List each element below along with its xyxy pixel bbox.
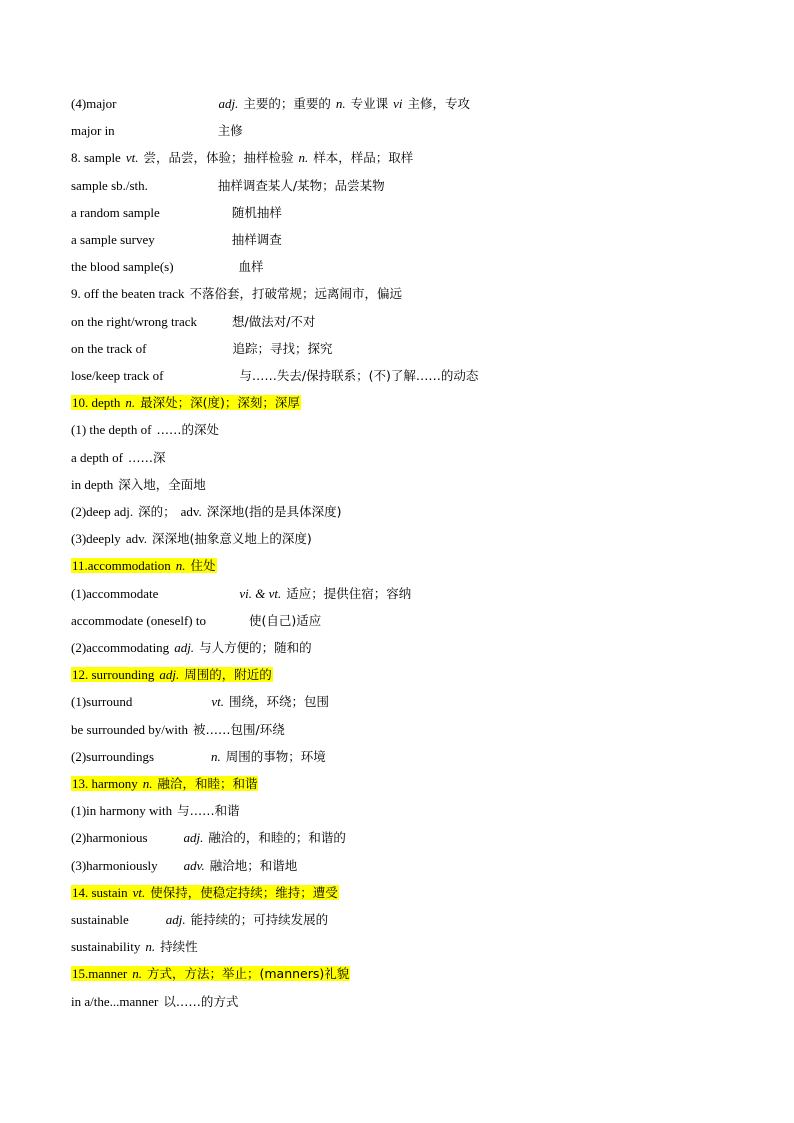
term-text: (2)surroundings — [71, 748, 155, 764]
phrase-in-depth — [71, 474, 206, 496]
entry-13-harmony — [71, 773, 258, 795]
translation-text: ……深 — [127, 449, 166, 465]
line-content — [71, 150, 413, 165]
translation-text: 周围的，附近的 — [184, 667, 272, 683]
part-of-speech: vi — [393, 96, 403, 111]
entry-10-depth — [71, 392, 301, 414]
term-text: (2)deep adj. — [71, 504, 134, 519]
phrase-accommodate-oneself-to — [71, 610, 321, 632]
phrase-deeply — [71, 528, 312, 550]
translation-text: 深深地(指的是具体深度) — [206, 504, 342, 519]
term-text: 9. off the beaten track — [71, 286, 185, 302]
translation-text: 使保持，使稳定持续；维持；遭受 — [150, 884, 338, 900]
translation-text: 随机抽样 — [231, 204, 282, 220]
term-text: on the right/wrong track — [71, 313, 197, 329]
entry-12-surrounding — [71, 664, 273, 686]
translation-text: 能持续的；可持续发展的 — [190, 912, 329, 927]
part-of-speech: adj. — [165, 912, 186, 927]
term-text: (1)accommodate — [71, 585, 159, 601]
translation-text: 与……失去/保持联系；(不)了解……的动态 — [239, 368, 479, 383]
term-text: (1)in harmony with — [71, 803, 173, 819]
term-text: 13. harmony — [72, 776, 138, 791]
line-content — [71, 858, 297, 873]
part-of-speech: vt. — [132, 884, 146, 900]
translation-text: 融洽，和睦；和谐 — [157, 776, 258, 791]
phrase-the-blood-samples — [71, 256, 264, 278]
phrase-a-random-sample — [71, 202, 282, 224]
translation-text: 追踪；寻找；探究 — [232, 340, 333, 356]
line-content — [71, 694, 329, 709]
term-text: be surrounded by/with — [71, 721, 188, 737]
term-text: in a/the...manner — [71, 993, 159, 1009]
part-of-speech: adj. — [174, 640, 195, 655]
part-of-speech: vt. — [125, 150, 139, 166]
term-text: major in — [71, 123, 115, 139]
phrase-accommodating — [71, 637, 312, 659]
phrase-surround — [71, 691, 329, 713]
phrase-be-surrounded-by-with — [71, 719, 285, 741]
translation-text: 深入地，全面地 — [118, 476, 206, 492]
translation-text: 深深地(抽象意义地上的深度) — [152, 531, 312, 547]
term-text: (1) the depth of — [71, 422, 152, 438]
phrase-on-the-track-of — [71, 338, 332, 360]
translation-text: 抽样调查某人/某物；品尝某物 — [217, 177, 385, 193]
line-content — [71, 422, 219, 437]
phrase-accommodate — [71, 583, 411, 605]
part-of-speech: n. — [142, 776, 153, 791]
part-of-speech: n. — [335, 96, 346, 111]
translation-text: 被……包围/环绕 — [192, 721, 285, 737]
line-content — [71, 178, 385, 193]
line-content — [71, 450, 166, 465]
translation-text: 抽样调查 — [231, 232, 282, 247]
line-content — [71, 803, 240, 818]
part-of-speech: adj. — [218, 96, 239, 111]
term-text: (1)surround — [71, 694, 133, 710]
line-content — [71, 966, 350, 981]
line-content — [71, 830, 346, 845]
phrase-in-a-the-manner — [71, 991, 238, 1013]
term-text: 8. sample — [71, 150, 121, 166]
term-text: adv. — [180, 504, 202, 519]
part-of-speech: vt. — [211, 694, 225, 710]
part-of-speech: n. — [132, 966, 142, 982]
translation-text: 围绕，环绕；包围 — [229, 694, 330, 710]
term-text: 10. depth — [72, 395, 121, 411]
line-content — [71, 314, 315, 329]
part-of-speech: vi. & vt. — [239, 585, 282, 601]
phrase-sustainability — [71, 936, 198, 958]
translation-text: 与人方便的；随和的 — [199, 640, 312, 655]
translation-text: 持续性 — [160, 939, 198, 955]
line-content — [71, 885, 339, 900]
translation-text: 方式，方法；举止；(manners)礼貌 — [146, 966, 350, 982]
line-content — [71, 205, 282, 220]
part-of-speech: n. — [145, 939, 156, 955]
phrase-sample-sb-sth — [71, 175, 385, 197]
part-of-speech: n. — [175, 558, 186, 574]
translation-text: 想/做法对/不对 — [232, 313, 316, 329]
term-text: sustainable — [71, 912, 129, 927]
translation-text: 主修 — [217, 123, 243, 139]
line-content — [71, 640, 312, 655]
term-text: a random sample — [71, 204, 160, 220]
term-text: a sample survey — [71, 232, 155, 247]
line-content — [71, 667, 273, 682]
translation-text: 主要的；重要的 — [243, 96, 331, 111]
translation-text: 与……和谐 — [177, 803, 240, 819]
entry-8-sample — [71, 147, 413, 169]
part-of-speech: adj. — [183, 830, 204, 846]
term-text: accommodate (oneself) to — [71, 612, 206, 628]
entry-14-sustain — [71, 882, 339, 904]
term-text: (2)harmonious — [71, 830, 148, 846]
line-content — [71, 232, 282, 247]
term-text: sample sb./sth. — [71, 177, 148, 193]
term-text: the blood sample(s) — [71, 259, 174, 275]
phrase-a-sample-survey — [71, 229, 282, 251]
line-content — [71, 395, 301, 410]
term-text: (3)harmoniously — [71, 857, 158, 873]
line-content — [71, 531, 312, 546]
line-content — [71, 368, 478, 383]
phrase-harmonious — [71, 827, 346, 849]
translation-text: 最深处；深(度)；深刻；深厚 — [140, 395, 300, 411]
translation-text: 使(自己)适应 — [249, 612, 322, 628]
phrase-in-harmony-with — [71, 800, 240, 822]
line-content — [71, 341, 332, 356]
line-content — [71, 939, 198, 954]
line-content — [71, 123, 243, 138]
line-content — [71, 613, 321, 628]
line-content — [71, 96, 470, 111]
line-content — [71, 912, 328, 927]
phrase-surroundings — [71, 746, 326, 768]
translation-text: 深的； — [138, 504, 176, 519]
translation-text: 周围的事物；环境 — [225, 748, 326, 764]
term-text: (2)accommodating — [71, 640, 170, 655]
phrase-on-the-right-wrong-track — [71, 311, 315, 333]
term-text: on the track of — [71, 340, 147, 356]
translation-text: 不落俗套，打破常规；远离闹市，偏远 — [189, 286, 402, 302]
term-text: sustainability — [71, 939, 141, 955]
term-text: lose/keep track of — [71, 368, 164, 383]
line-content — [71, 994, 238, 1009]
part-of-speech: n. — [298, 150, 309, 166]
translation-text: 住处 — [190, 558, 216, 574]
phrase-deep — [71, 501, 342, 523]
line-content — [71, 259, 264, 274]
term-text: a depth of — [71, 449, 123, 465]
term-text: (3)deeply — [71, 531, 121, 547]
line-content — [71, 558, 217, 573]
translation-text: 主修，专攻 — [407, 96, 471, 111]
part-of-speech: adv. — [183, 857, 205, 873]
part-of-speech: adj. — [159, 667, 180, 683]
phrase-harmoniously — [71, 855, 297, 877]
translation-text: 适应；提供住宿；容纳 — [286, 585, 412, 601]
entry-9-off-the-beaten-track — [71, 283, 402, 305]
line-content — [71, 504, 342, 519]
phrase-lose-keep-track-of — [71, 365, 478, 387]
translation-text: 融洽的，和睦的；和谐的 — [208, 830, 346, 846]
part-of-speech: n. — [211, 748, 221, 764]
translation-text: 血样 — [238, 259, 264, 275]
term-text: in depth — [71, 476, 114, 492]
line-content — [71, 776, 258, 791]
term-text: 11.accommodation — [72, 558, 171, 574]
phrase-sustainable — [71, 909, 328, 931]
phrase-the-depth-of — [71, 419, 219, 441]
term-text: 14. sustain — [72, 884, 128, 900]
translation-text: ……的深处 — [156, 422, 220, 438]
entry-15-manner — [71, 963, 350, 985]
translation-text: 尝，品尝，体验；抽样检验 — [143, 150, 294, 166]
phrase-major-in — [71, 120, 243, 142]
line-content — [71, 749, 326, 764]
line-content — [71, 722, 285, 737]
term-text: 15.manner — [72, 966, 128, 982]
term-text: adv. — [125, 531, 147, 547]
part-of-speech: n. — [125, 395, 136, 411]
line-content — [71, 477, 206, 492]
term-text: 12. surrounding — [72, 667, 155, 683]
line-content — [71, 286, 402, 301]
translation-text: 以……的方式 — [163, 993, 239, 1009]
translation-text: 融洽地；和谐地 — [209, 857, 298, 873]
term-text: (4)major — [71, 96, 117, 111]
entry-11-accommodation — [71, 555, 217, 577]
translation-text: 专业课 — [350, 96, 389, 111]
entry-4-major — [71, 93, 470, 115]
line-content — [71, 586, 411, 601]
phrase-a-depth-of — [71, 447, 166, 469]
translation-text: 样本，样品；取样 — [313, 150, 414, 166]
